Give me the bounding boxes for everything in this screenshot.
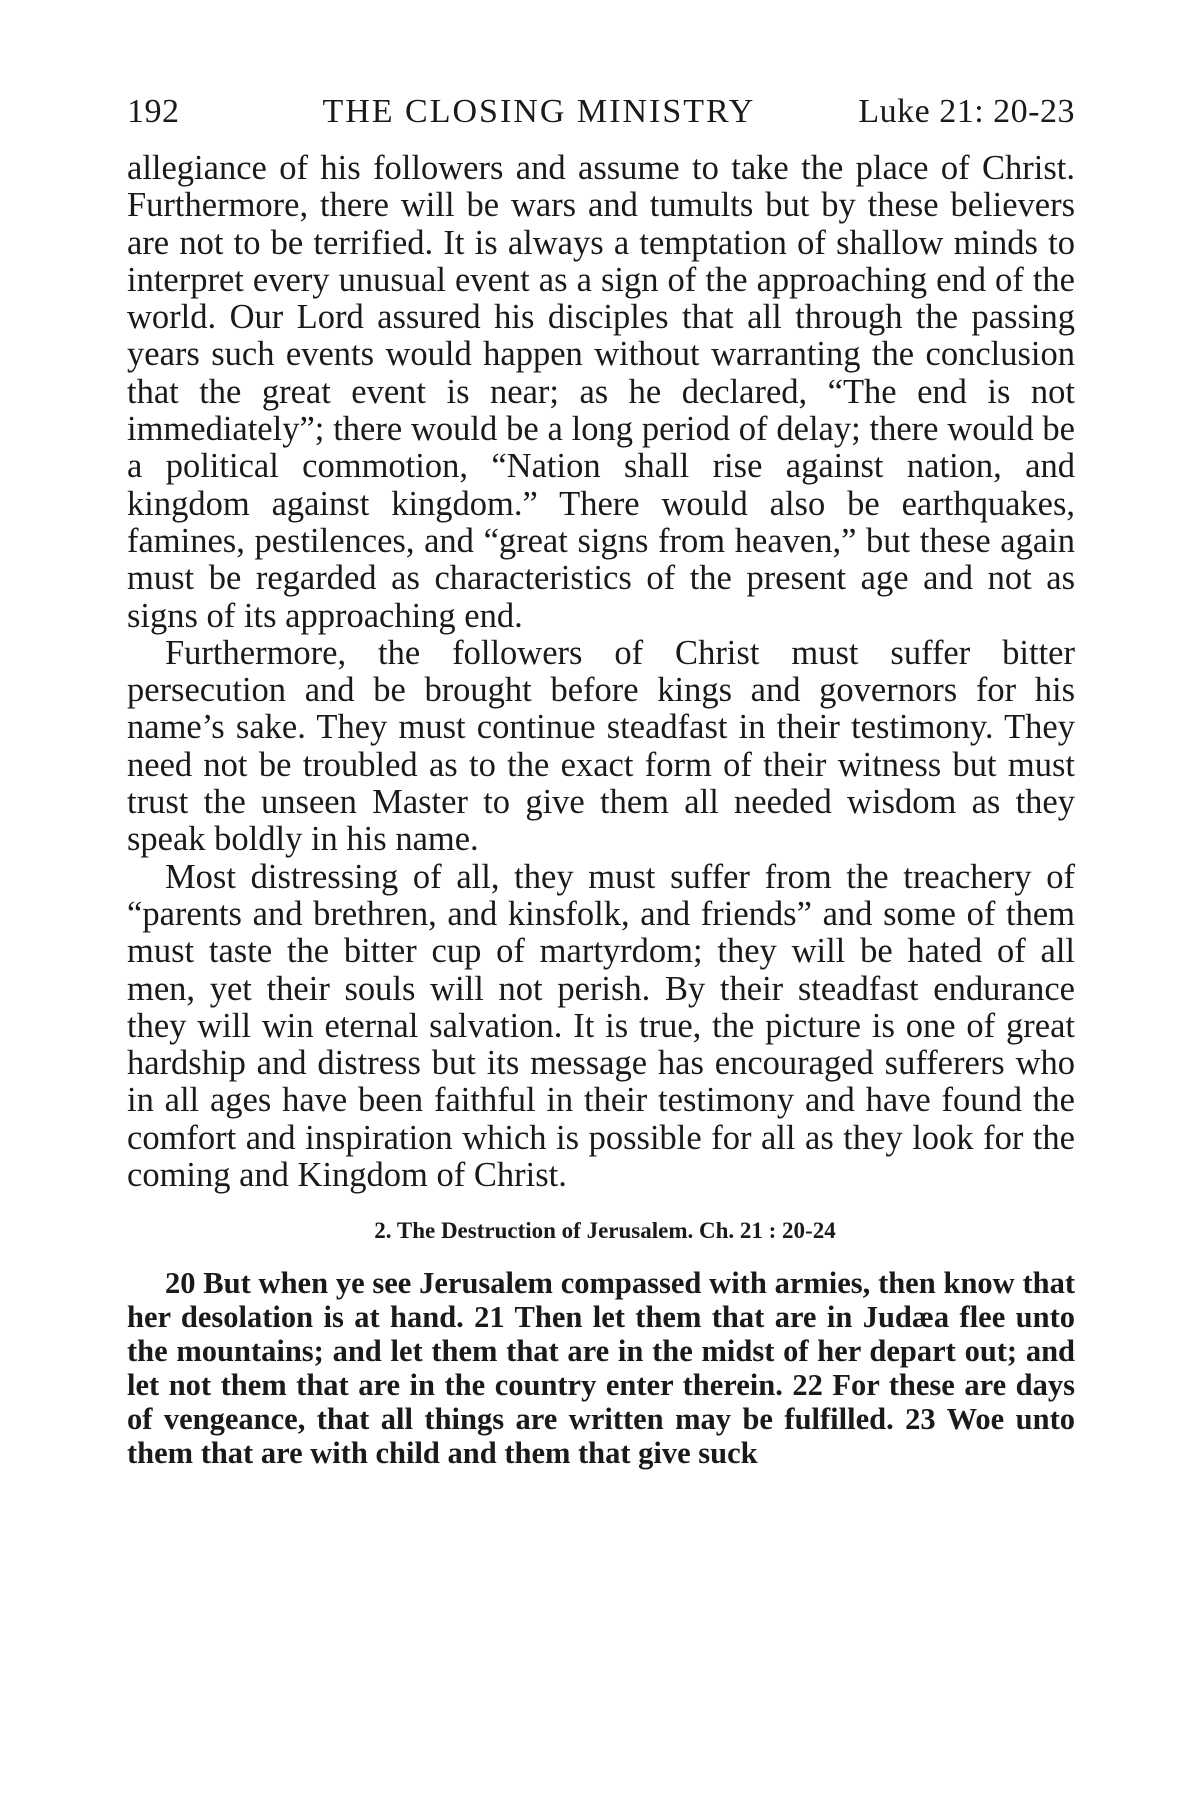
section-heading: 2. The Destruction of Jerusalem. Ch. 21 : 20-24 <box>374 1218 836 1244</box>
running-title: THE CLOSING MINISTRY <box>322 93 756 130</box>
paragraph: Furthermore, the followers of Christ must suffer bitter persecution and be brought before kings and governors for his name’s sake. They must continue steadfast in their testimony. They need not be troubled as to the exact form of their witness but must trust the unseen Master to give them all needed wisdom as they speak boldly in his name. <box>127 633 1075 859</box>
scripture-passage: 20 But when ye see Jerusalem compassed with armies, then know that her desolation is at hand. 21 Then let them that are in Judæa flee unto the mountains; and let them that are in the midst of her depart out; and let not them that are in the country enter therein. 22 For these are days of vengeance, that all things are written may be fulfilled. 23 Woe unto them that are with child and them that give suck <box>127 1266 1075 1471</box>
running-head <box>127 92 1075 138</box>
book-page <box>127 92 1075 1470</box>
scripture-reference: Luke 21: 20-23 <box>858 93 1075 130</box>
paragraph: allegiance of his followers and assume to take the place of Christ. Furthermore, there will be wars and tumults but by these believers are not to be terrified. It is always a temptation of shallow minds to interpret every unusual event as a sign of the approaching end of the world. Our Lord assured his disciples that all through the passing years such events would happen without warranting the conclusion that the great event is near; as he declared, “The end is not immediately”; there would be a long period of delay; there would be a political commotion, “Nation shall rise against nation, and kingdom against kingdom.” There would also be earthquakes, famines, pestilences, and “great signs from heaven,” but these again must be regarded as characteristics of the present age and not as signs of its approaching end. <box>127 149 1075 635</box>
page-number: 192 <box>127 93 180 130</box>
paragraph: Most distressing of all, they must suffer from the treachery of “parents and brethren, and kinsfolk, and friends” and some of them must taste the bitter cup of martyrdom; they will be hated of all men, yet their souls will not perish. By their steadfast endurance they will win eternal salvation. It is true, the picture is one of great hardship and distress but its message has encouraged sufferers who in all ages have been faithful in their testimony and have found the comfort and inspiration which is possible for all as they look for the coming and Kingdom of Christ. <box>127 857 1075 1195</box>
body-text <box>127 150 1075 1194</box>
